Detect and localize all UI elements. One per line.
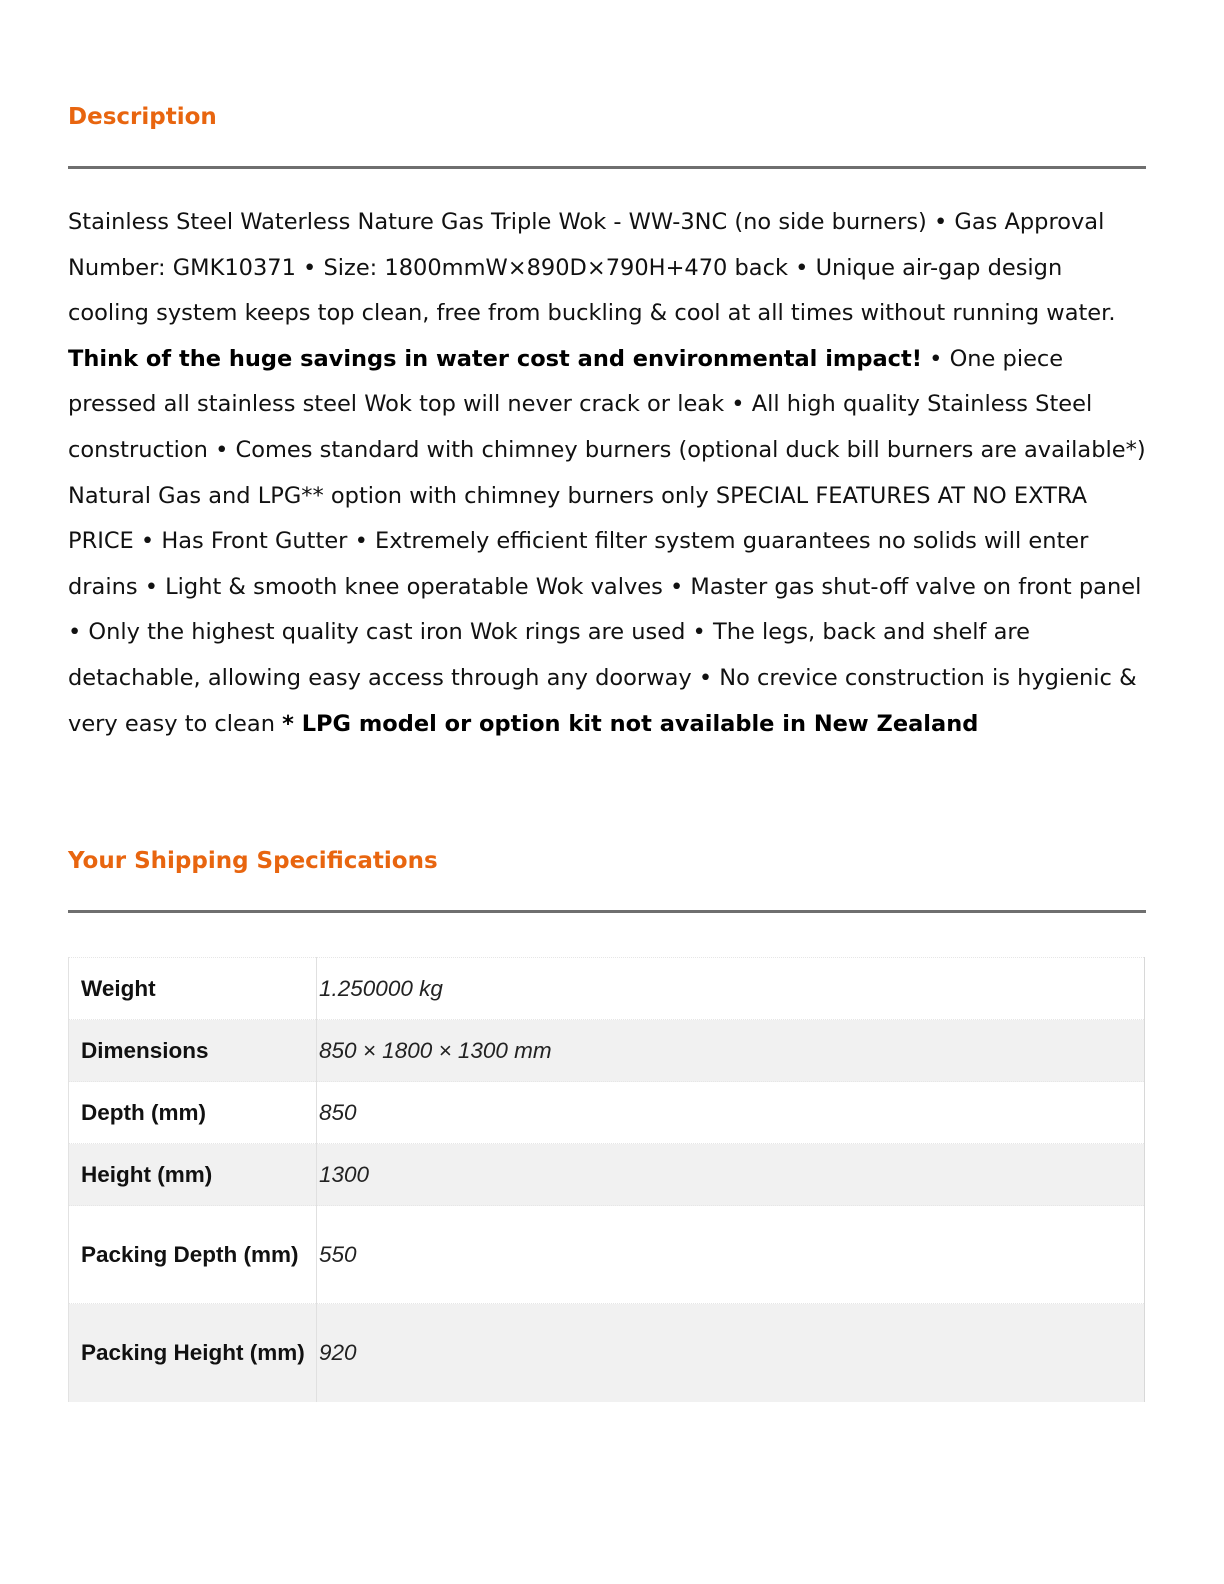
shipping-divider (68, 910, 1146, 913)
spec-label: Packing Height (mm) (69, 1304, 317, 1402)
spec-label: Depth (mm) (69, 1082, 317, 1144)
spec-value: 1.250000 kg (319, 975, 443, 1001)
description-bold-savings: Think of the huge savings in water cost and environmental impact! (68, 345, 923, 372)
spec-row-weight (69, 958, 1145, 1020)
spec-label: Height (mm) (69, 1144, 317, 1206)
spec-row-height (69, 1144, 1145, 1206)
spec-value: 850 (319, 1099, 357, 1125)
spec-label: Dimensions (69, 1020, 317, 1082)
spec-value: 1300 (319, 1161, 370, 1187)
spec-value: 850 × 1800 × 1300 mm (319, 1037, 552, 1063)
spec-row-depth (69, 1082, 1145, 1144)
spec-label: Packing Depth (mm) (69, 1206, 317, 1304)
description-bold-lpg-note: * LPG model or option kit not available in New Zealand (282, 710, 979, 737)
description-text-part-1: Stainless Steel Waterless Nature Gas Triple Wok - WW-3NC (no side burners) • Gas Approval Number: GMK10371 • Size: 1800mmW×890D×790H+470 back • Unique air-gap design cooling system keeps top clean, free from buckling & cool at all times without running water. (68, 209, 1116, 327)
spec-row-packing-height (69, 1304, 1145, 1402)
shipping-heading: Your Shipping Specifications (68, 848, 438, 874)
description-heading: Description (68, 104, 217, 130)
spec-value: 550 (319, 1241, 357, 1267)
spec-row-packing-depth (69, 1206, 1145, 1304)
description-divider (68, 166, 1146, 169)
spec-row-dimensions (69, 1020, 1145, 1082)
spec-label: Weight (69, 958, 317, 1020)
shipping-specs-table (68, 957, 1145, 1402)
description-text-part-2: • One piece pressed all stainless steel Wok top will never crack or leak • All high quality Stainless Steel construction • Comes standard with chimney burners (optional duck bill burners are available*) Natural Gas and LPG** option with chimney burners only SPECIAL FEATURES AT NO EXTRA PRICE • Has Front Gutter • Extremely efficient filter system guarantees no solids will enter drains • Light & smooth knee operatable Wok valves • Master gas shut-off valve on front panel • Only the highest quality cast iron Wok rings are used • The legs, back and shelf are detachable, allowing easy access through any doorway • No crevice construction is hygienic & very easy to clean (68, 345, 1146, 737)
description-text (68, 200, 1146, 747)
spec-value: 920 (319, 1339, 357, 1365)
